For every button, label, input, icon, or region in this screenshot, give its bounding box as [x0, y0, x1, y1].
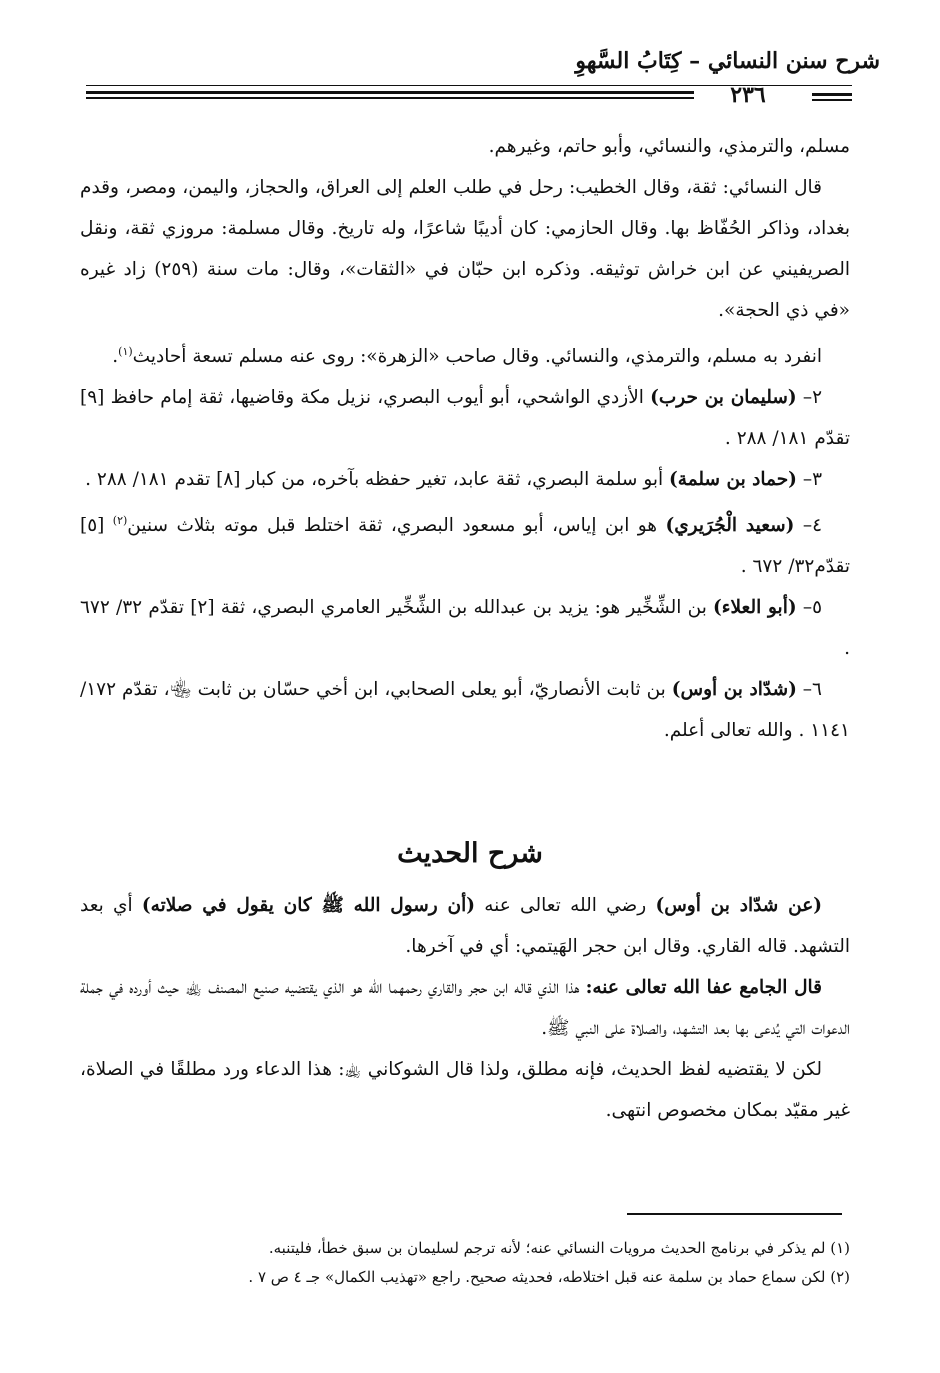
narrator-name: (سعيد الْجُرَيري)	[665, 515, 795, 537]
paragraph-tail: .	[112, 346, 119, 368]
narrator-entry	[80, 669, 850, 751]
narrator-section	[80, 126, 850, 751]
section-title: شرح الحديث	[397, 838, 543, 869]
narrator-entry	[80, 459, 850, 500]
narrator-text: بن ثابت الأنصاريّ، أبو يعلى الصحابي، ابن أخي حسّان بن ثابت ﵄، تقدّم ١٧٢/ ١١٤١ . والله تعالى أعلم.	[80, 679, 850, 742]
commentary-paragraph	[80, 967, 850, 1049]
commentary-text: هذا الذي قاله ابن حجر والقاري رحمهما الله هو الذي يقتضيه صنيع المصنف ﵀ حيث أورده في جملة الدعوات التي يُدعى بها بعد التشهد، والصلاة على النبي ﷺ.	[80, 977, 850, 1039]
narrator-number: ٤–	[802, 515, 822, 537]
narrator-name: (أبو العلاء)	[713, 597, 797, 619]
narrator-entry	[80, 377, 850, 459]
footnote-separator	[627, 1213, 842, 1215]
narrator-name: (شدّاد بن أوس)	[671, 679, 797, 701]
commentary-paragraph: لكن لا يقتضيه لفظ الحديث، فإنه مطلق، ولذا قال الشوكاني ﵀: هذا الدعاء ورد مطلقًا في الصلاة، غير مقيّد بمكان مخصوص انتهى.	[80, 1059, 850, 1121]
commentary-text: أي بعد التشهد. قاله القاري. وقال ابن حجر الهَيتمي: أي في آخرها.	[80, 895, 850, 957]
header-rule	[812, 93, 852, 96]
paragraph	[80, 331, 850, 377]
footnote: (١) لم يذكر في برنامج الحديث مرويات النسائي عنه؛ لأنه ترجم لسليمان بن سبق خطأ، فليتنبه.	[268, 1239, 850, 1257]
author-remark-label: قال الجامع عفا الله تعالى عنه:	[585, 977, 823, 998]
paragraph: قال النسائي: ثقة، وقال الخطيب: رحل في طلب العلم إلى العراق، والحجاز، واليمن، ومصر، وقدم بغداد، وذاكر الحُفّاظ بها. وقال الحازمي: كان أديبًا شاعرًا، وله تاريخ. وقال مسلمة: مروزي ثقة، ونقل الصريفيني عن ابن خراش توثيقه. وذكره ابن حبّان في «الثقات»، وقال: مات سنة (٢٥٩) زاد غيره «في ذي الحجة».	[80, 177, 850, 321]
narrator-number: ٢–	[802, 387, 822, 409]
commentary-section	[80, 885, 850, 1131]
narrator-text: بن الشِّخِّير هو: يزيد بن عبدالله بن الشِّخِّير العامري البصري، ثقة [٢] تقدّم ٣٢/ ٦٧٢ .	[80, 597, 850, 660]
header-rule	[86, 97, 694, 99]
narrator-entry	[80, 500, 850, 587]
footnote: (٢) لكن سماع حماد بن سلمة عنه قبل اختلاطه، فحديثه صحيح. راجع «تهذيب الكمال» جـ ٤ ص ٧ .	[248, 1268, 850, 1286]
running-head-title: شرح سنن النسائي – كِتَابُ السَّهوِ	[575, 48, 880, 74]
paragraph-text: انفرد به مسلم، والترمذي، والنسائي. وقال صاحب «الزهرة»: روى عنه مسلم تسعة أحاديث	[132, 346, 822, 368]
footnote-marker[interactable]: (٢)	[112, 514, 128, 528]
narrator-text: أبو سلمة البصري، ثقة عابد، تغير حفظه بآخره، من كبار [٨] تقدم ١٨١/ ٢٨٨ .	[85, 469, 670, 491]
narrator-name: (سليمان بن حرب)	[650, 387, 797, 409]
narrator-number: ٦–	[802, 679, 822, 701]
hadith-quote: (عن شدّاد بن أوس)	[655, 895, 822, 916]
footnotes	[80, 1234, 850, 1292]
narrator-number: ٥–	[802, 597, 822, 619]
header-rule	[86, 91, 694, 94]
narrator-entry	[80, 587, 850, 669]
footnote-marker[interactable]: (١)	[118, 345, 133, 358]
narrator-text: هو ابن إياس، أبو مسعود البصري، ثقة اختلط قبل موته بثلاث سنين	[127, 515, 666, 537]
paragraph: مسلم، والترمذي، والنسائي، وأبو حاتم، وغيرهم.	[488, 136, 850, 157]
commentary-text: رضي الله تعالى عنه	[475, 895, 656, 916]
narrator-text-tail: [٥] تقدّم٣٢/ ٦٧٢ .	[80, 515, 850, 578]
narrator-text: الأزدي الواشحي، أبو أيوب البصري، نزيل مكة وقاضيها، ثقة إمام حافظ [٩] تقدّم ١٨١/ ٢٨٨ .	[80, 387, 850, 450]
hadith-quote: (أن رسول الله ﷺ كان يقول في صلاته)	[141, 895, 476, 916]
commentary-paragraph	[80, 885, 850, 967]
page-number: ٢٣٦	[730, 82, 766, 108]
narrator-number: ٣–	[802, 469, 822, 491]
header-rule	[812, 99, 852, 101]
narrator-name: (حماد بن سلمة)	[669, 469, 797, 491]
